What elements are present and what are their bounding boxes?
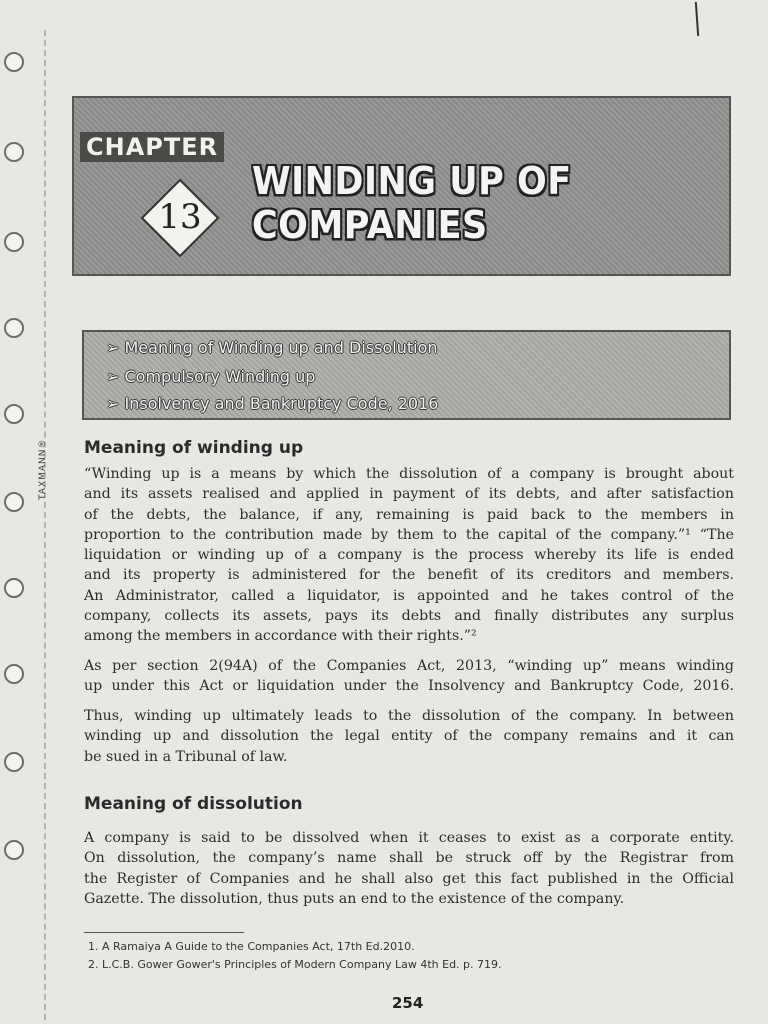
section-heading: Meaning of winding up <box>84 438 304 458</box>
text-line: “Winding up is a means by which the dissolution of a company is brought about <box>84 466 734 482</box>
page-number: 254 <box>392 994 424 1012</box>
text-line: Thus, winding up ultimately leads to the dissolution of the company. In between <box>84 708 734 724</box>
text-line: and its property is administered for the benefit of its creditors and members. <box>84 567 734 584</box>
binder-hole-icon <box>4 840 24 860</box>
text-line: and its assets realised and applied in payment of its debts, and after satisfaction <box>84 486 734 503</box>
pen-mark <box>695 2 699 36</box>
text-line: proportion to the contribution made by them to the capital of the company.”¹ “The <box>84 526 734 543</box>
binder-hole-icon <box>4 232 24 252</box>
paragraph <box>84 656 734 697</box>
binder-hole-icon <box>4 318 24 338</box>
text-line: company, collects its assets, pays its debts and finally distributes any surplus <box>84 608 734 625</box>
binder-hole-icon <box>4 578 24 598</box>
text-line: winding up and dissolution the legal entity of the company remains and it can <box>84 728 734 745</box>
page-edge <box>44 30 48 1020</box>
text-line: among the members in accordance with their rights.”² <box>84 628 477 645</box>
section-heading: Meaning of dissolution <box>84 794 303 814</box>
topic-item: ➢ Insolvency and Bankruptcy Code, 2016 <box>106 394 439 413</box>
topic-item: ➢ Compulsory Winding up <box>106 367 316 386</box>
chapter-label: CHAPTER <box>80 132 224 162</box>
chapter-title: WINDING UP OF COMPANIES <box>252 160 572 248</box>
text-line: On dissolution, the company’s name shall be struck off by the Registrar from <box>84 850 734 867</box>
text-line: liquidation or winding up of a company is the process whereby its life is ended <box>84 547 734 564</box>
topic-item: ➢ Meaning of Winding up and Dissolution <box>106 338 438 357</box>
text-line: Gazette. The dissolution, thus puts an end to the existence of the company. <box>84 890 625 907</box>
text-line: up under this Act or liquidation under the Insolvency and Bankruptcy Code, 2016. <box>84 678 734 695</box>
text-line: the Register of Companies and he shall also get this fact published in the Official <box>84 870 734 887</box>
footnote: 2. L.C.B. Gower Gower's Principles of Modern Company Law 4th Ed. p. 719. <box>88 958 502 971</box>
text-line: As per section 2(94A) of the Companies Act, 2013, “winding up” means winding <box>84 658 734 674</box>
binder-hole-icon <box>4 52 24 72</box>
text-line: An Administrator, called a liquidator, is appointed and he takes control of the <box>84 587 734 604</box>
binder-hole-icon <box>4 142 24 162</box>
binder-hole-icon <box>4 752 24 772</box>
footnote-rule <box>84 932 244 933</box>
binder-hole-icon <box>4 404 24 424</box>
paragraph <box>84 828 734 909</box>
paragraph <box>84 706 734 767</box>
binder-hole-icon <box>4 492 24 512</box>
paragraph <box>84 464 734 647</box>
text-line: of the debts, the balance, if any, remaining is paid back to the members in <box>84 506 734 523</box>
binder-hole-icon <box>4 664 24 684</box>
text-line: A company is said to be dissolved when it ceases to exist as a corporate entity. <box>84 830 734 846</box>
chapter-number: 13 <box>158 197 202 237</box>
footnote: 1. A Ramaiya A Guide to the Companies Act, 17th Ed.2010. <box>88 940 415 953</box>
text-line: be sued in a Tribunal of law. <box>84 748 288 765</box>
publisher-mark: TAXMANN® <box>38 438 48 500</box>
